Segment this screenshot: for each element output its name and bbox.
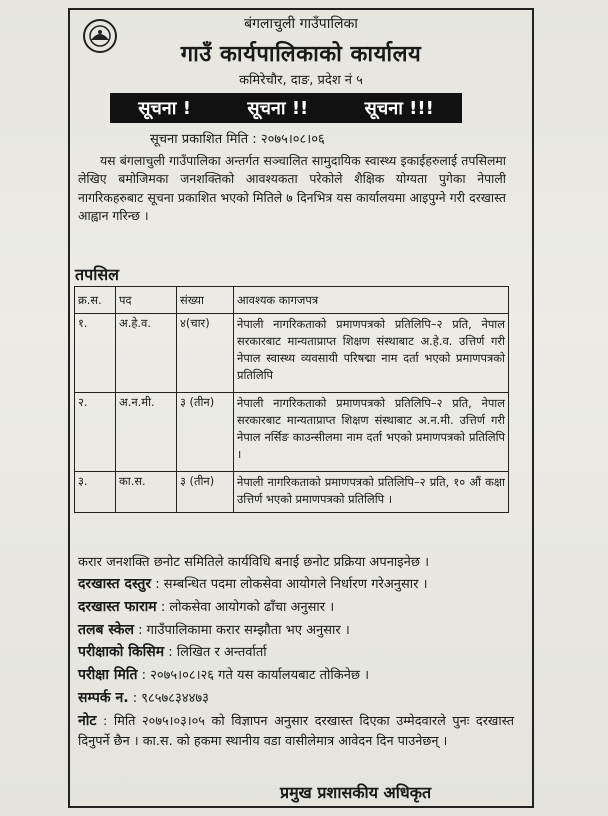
col-header-count: संख्या bbox=[177, 287, 234, 314]
exam-type-line bbox=[78, 642, 514, 661]
contact-label: सम्पर्क न. bbox=[78, 690, 129, 706]
signoff-title: प्रमुख प्रशासकीय अधिकृत bbox=[280, 783, 432, 802]
contact-line bbox=[78, 688, 514, 707]
cell-count: ४(चार) bbox=[177, 314, 234, 393]
fee-value: : सम्बन्धित पदमा लोकसेवा आयोगले निर्धारण गरेअनुसार । bbox=[155, 577, 428, 592]
office-address: कमिरेचौर, दाङ, प्रदेश नं ५ bbox=[239, 73, 363, 88]
table-row bbox=[75, 472, 509, 513]
vacancy-table bbox=[74, 286, 509, 513]
fee-line bbox=[78, 574, 514, 593]
intro-paragraph: यस बंगलाचुली गाउँपालिका अन्तर्गत सञ्चालित सामुदायिक स्वास्थ्य इकाईहरुलाई तपसिलमा लेखिए बमोजिमका जनशक्तिको आवश्यकता परेकोले शैक्षिक योग्यता पुगेका नेपाली नागरिकहरुबाट सूचना प्रकाशित भएको मितिले ७ दिनभित्र यस कार्यालयमा आइपुग्ने गरी दरखास्त आह्वान गरिन्छ । bbox=[78, 153, 506, 224]
form-value: : लोकसेवा आयोगको ढाँचा अनुसार । bbox=[160, 600, 335, 615]
section-title: तपसिल bbox=[75, 265, 120, 284]
table-header-row bbox=[75, 287, 509, 314]
salary-label: तलब स्केल bbox=[78, 622, 135, 638]
cell-count: ३ (तीन) bbox=[177, 393, 234, 472]
banner-text-1: सूचना ! bbox=[138, 98, 191, 119]
table-row bbox=[75, 314, 509, 393]
contact-value: : ९८५७८३४४७३ bbox=[132, 691, 209, 706]
exam-date-value: : २०७५।०८।२६ गते यस कार्यालयबाट तोकिनेछ । bbox=[141, 668, 370, 683]
cell-sn: ३. bbox=[75, 472, 116, 513]
salary-value: : गाउँपालिकामा करार सम्झौता भए अनुसार । bbox=[138, 623, 350, 638]
form-label: दरखास्त फाराम bbox=[78, 599, 157, 615]
exam-type-value: : लिखित र अन्तर्वार्ता bbox=[168, 645, 267, 660]
table-row bbox=[75, 393, 509, 472]
cell-docs: नेपाली नागरिकताको प्रमाणपत्रको प्रतिलिपि–२ प्रति, नेपाल सरकारबाट मान्यताप्राप्त शिक्षण संस्थाबाट अ.हे.व. उत्तिर्ण गरी नेपाल स्वास्थ्य व्यवसायी परिषद्मा नाम दर्ता भएको प्रमाणपत्रको प्रतिलिपि bbox=[234, 314, 509, 393]
col-header-docs: आवश्यक कागजपत्र bbox=[234, 287, 509, 314]
salary-line bbox=[78, 620, 514, 639]
note-value: : मिति २०७५।०३।०५ को विज्ञापन अनुसार दरखास्त दिएका उम्मेदवारले पुनः दरखास्त दिनुपर्ने छैन । का.स. को हकमा स्थानीय वडा वासीलेमात्र आवेदन दिन पाउनेछन् । bbox=[78, 714, 514, 749]
exam-date-label: परीक्षा मिति bbox=[78, 667, 138, 683]
note-label: नोट bbox=[78, 713, 97, 729]
contract-line: करार जनशक्ति छनोट समितिले कार्यविधि बनाई छनोट प्रक्रिया अपनाइनेछ । bbox=[78, 555, 430, 570]
cell-sn: १. bbox=[75, 314, 116, 393]
cell-docs: नेपाली नागरिकताको प्रमाणपत्रको प्रतिलिपि–२ प्रति, १० औं कक्षा उत्तिर्ण भएको प्रमाणपत्रको प्रतिलिपि । bbox=[234, 472, 509, 513]
office-title: गाउँ कार्यपालिकाको कार्यालय bbox=[180, 42, 422, 67]
exam-type-label: परीक्षाको किसिम bbox=[78, 644, 165, 660]
note-paragraph bbox=[78, 711, 514, 752]
cell-post: अ.न.मी. bbox=[116, 393, 177, 472]
cell-count: ३ (तीन) bbox=[177, 472, 234, 513]
col-header-post: पद bbox=[116, 287, 177, 314]
cell-post: का.स. bbox=[116, 472, 177, 513]
notice-banner bbox=[110, 93, 462, 123]
cell-sn: २. bbox=[75, 393, 116, 472]
cell-docs: नेपाली नागरिकताको प्रमाणपत्रको प्रतिलिपि–२ प्रति, नेपाल सरकारबाट मान्यताप्राप्त शिक्षण संस्थाबाट अ.न.मी. उत्तिर्ण गरी नेपाल नर्सिङ काउन्सीलमा नाम दर्ता भएको प्रमाणपत्रको प्रतिलिपि । bbox=[234, 393, 509, 472]
banner-text-3: सूचना !!! bbox=[364, 98, 434, 119]
form-line bbox=[78, 597, 514, 616]
cell-post: अ.हे.व. bbox=[116, 314, 177, 393]
municipality-name: बंगलाचुली गाउँपालिका bbox=[244, 16, 358, 32]
col-header-sn: क्र.स. bbox=[75, 287, 116, 314]
banner-text-2: सूचना !! bbox=[247, 98, 309, 119]
exam-date-line bbox=[78, 665, 514, 684]
published-date: सूचना प्रकाशित मिति : २०७५।०८।०६ bbox=[150, 132, 325, 147]
fee-label: दरखास्त दस्तुर bbox=[78, 576, 152, 592]
